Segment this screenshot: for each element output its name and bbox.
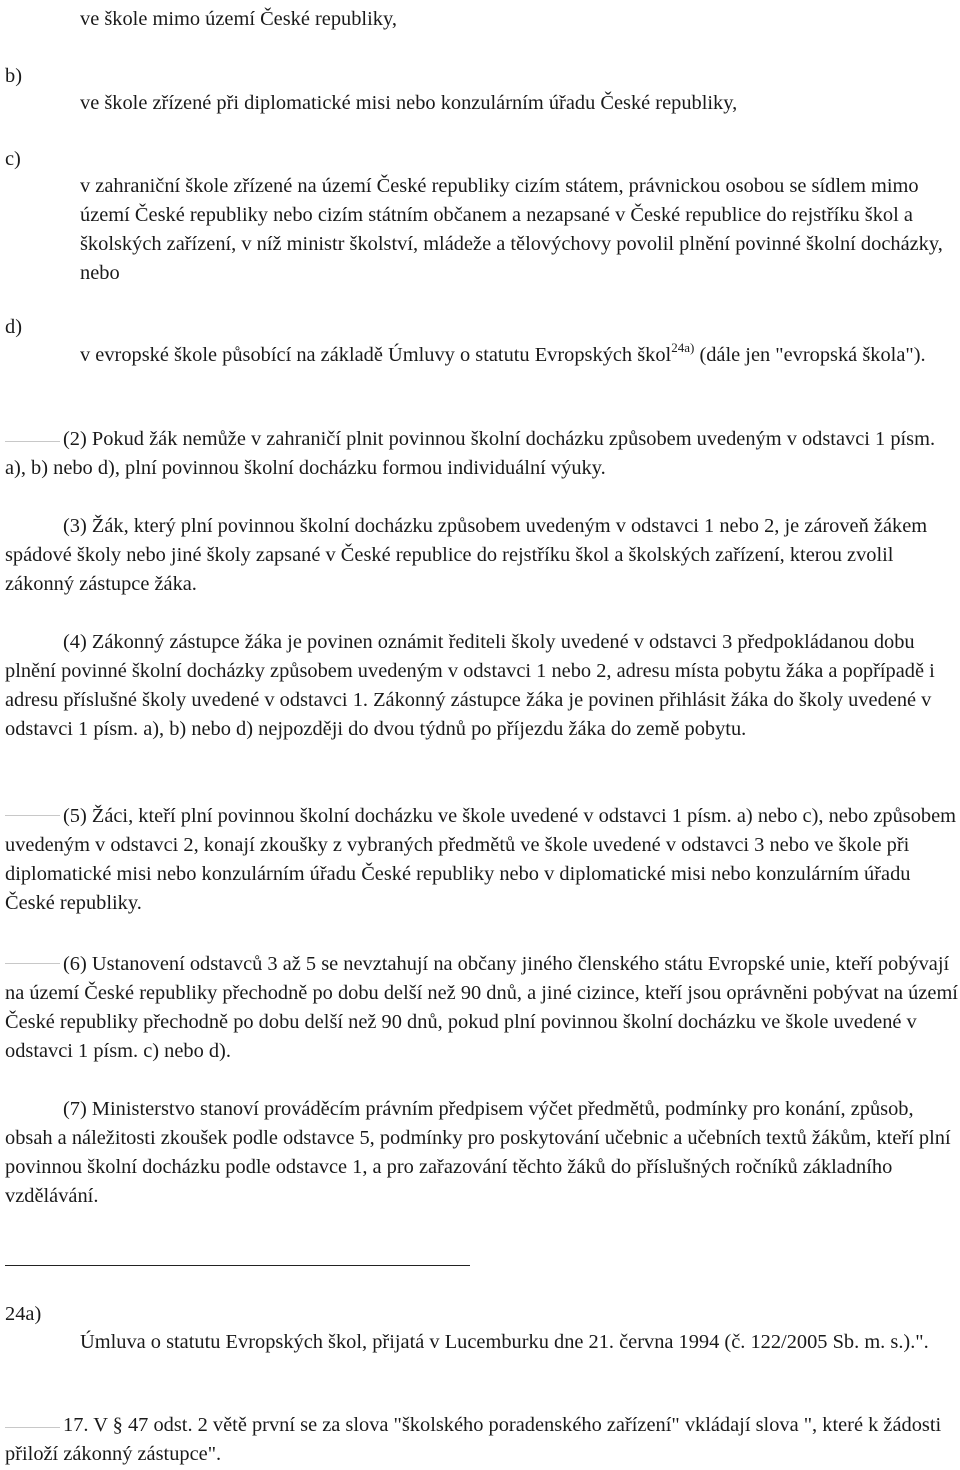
paragraph-5: (5) Žáci, kteří plní povinnou školní docházku ve škole uvedené v odstavci 1 písm. a) nebo c), nebo způsobem uvedeným v odstavci 2, konají zkoušky z vybraných předmětů ve škole uvedené v odstavci 3 nebo ve škole při diplomatické misi nebo konzulárním úřadu České republiky nebo v diplomatické misi nebo konzulárním úřadu České republiky. (5, 805, 956, 914)
item-d-text-before: v evropské škole působící na základě Úmluvy o statutu Evropských škol (80, 344, 672, 366)
paragraph-4: (4) Zákonný zástupce žáka je povinen oznámit řediteli školy uvedené v odstavci 3 předpokládanou dobu plnění povinné školní docházky způsobem uvedeným v odstavci 1 nebo 2, adresu místa pobytu žáka a popřípadě i adresu příslušné školy uvedené v odstavci 1. Zákonný zástupce žáka je povinen přihlásit žáka do školy uvedené v odstavci 1 písm. a), b) nebo d) nejpozději do dvou týdnů po příjezdu žáka do země pobytu. (5, 631, 935, 740)
paragraph-7: (7) Ministerstvo stanoví prováděcím právním předpisem výčet předmětů, podmínky pro konání, způsob, obsah a náležitosti zkoušek podle odstavce 5, podmínky pro poskytování učebnic a učebních textů žákům, kteří plní povinnou školní docházku podle odstavce 1, a pro zařazování těchto žáků do příslušných ročníků základního vzdělávání. (5, 1098, 951, 1207)
footnote-label: 24a) (5, 1303, 42, 1325)
item-d-text (80, 341, 955, 370)
item-b-text: ve škole zřízené při diplomatické misi nebo konzulárním úřadu České republiky, (80, 92, 738, 114)
paragraph-6: (6) Ustanovení odstavců 3 až 5 se nevztahují na občany jiného členského státu Evropské unie, kteří pobývají na území České republiky přechodně po dobu delší než 90 dnů, a jiné cizince, kteří jsou oprávněni pobývat na území České republiky přechodně po dobu delší než 90 dnů, pokud plní povinnou školní docházku ve škole uvedené v odstavci 1 písm. c) nebo d). (5, 953, 958, 1062)
item-c-text: v zahraniční škole zřízené na území České republiky cizím státem, právnickou osobou se sídlem mimo území České republiky nebo cizím státním občanem a nezapsané v České republice do rejstříku škol a školských zařízení, v níž ministr školství, mládeže a tělovýchovy povolil plnění povinné školní docházky, nebo (80, 175, 943, 284)
paragraph-2: (2) Pokud žák nemůže v zahraničí plnit povinnou školní docházku způsobem uvedeným v odstavci 1 písm. a), b) nebo d), plní povinnou školní docházku formou individuální výuky. (5, 428, 936, 479)
item-b-label: b) (5, 65, 22, 87)
point-17: 17. V § 47 odst. 2 větě první se za slova "školského poradenského zařízení" vkládají slova ", které k žádosti přiloží zákonný zástupce". (5, 1414, 942, 1465)
item-d-label: d) (5, 316, 22, 338)
footnote-ref-24a: 24a) (671, 340, 695, 355)
paragraph-3: (3) Žák, který plní povinnou školní docházku způsobem uvedeným v odstavci 1 nebo 2, je zároveň žákem spádové školy nebo jiné školy zapsané v České republice do rejstříku škol a školských zařízení, kterou zvolil zákonný zástupce žáka. (5, 515, 928, 595)
item-a-text: ve škole mimo území České republiky, (80, 8, 397, 30)
item-d-text-after: (dále jen "evropská škola"). (694, 344, 926, 366)
footnote-separator (5, 1265, 470, 1266)
footnote-text: Úmluva o statutu Evropských škol, přijatá v Lucemburku dne 21. června 1994 (č. 122/2005 Sb. m. s.).". (80, 1331, 929, 1353)
item-c-label: c) (5, 148, 21, 170)
